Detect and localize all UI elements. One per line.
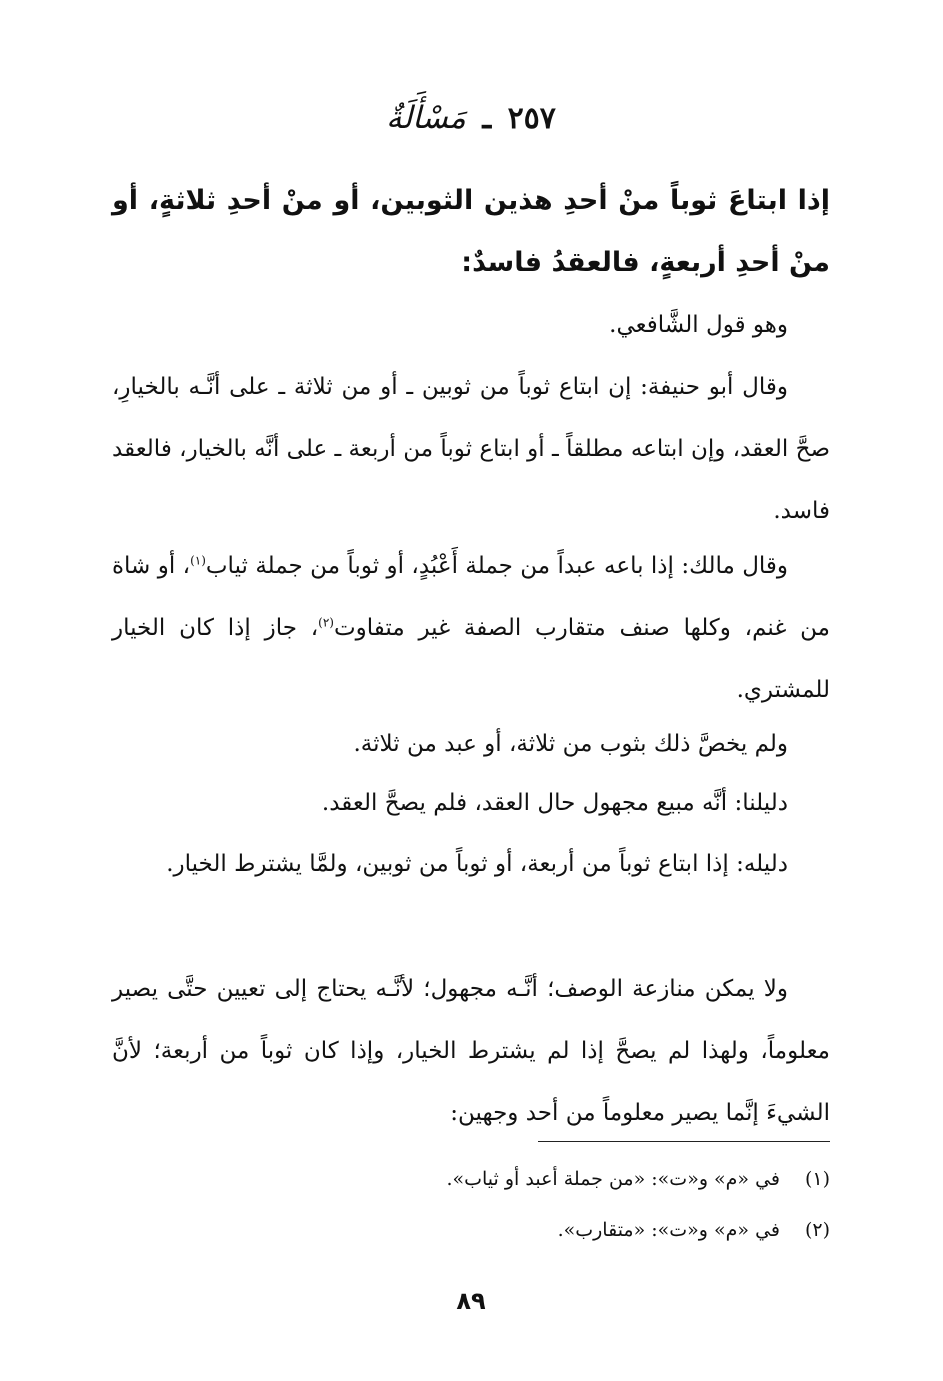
paragraph-malik: [112, 535, 830, 721]
paragraph-his-evidence: دليله: إذا ابتاع ثوباً من أربعة، أو ثوباً من ثوبين، ولمَّا يشترط الخيار.: [166, 851, 788, 877]
paragraph-our-evidence: دليلنا: أنَّه مبيع مجهول حال العقد، فلم يصحَّ العقد.: [321, 790, 788, 816]
footnote-divider: [538, 1141, 830, 1142]
paragraph-abu-hanifa: وقال أبو حنيفة: إن ابتاع ثوباً من ثوبين ـ أو من ثلاثة ـ على أنَّـه بالخيارِ، صحَّ العقد، وإن ابتاعه مطلقاً ـ أو ابتاع ثوباً من أربعة ـ على أنَّه بالخيار، فالعقد فاسد.: [112, 374, 830, 524]
issue-heading: [112, 96, 830, 141]
issue-question: إذا ابتاعَ ثوباً منْ أحدِ هذين الثوبين، أو منْ أحدِ ثلاثةٍ، أو منْ أحدِ أربعةٍ، فالعقدُ فاسدٌ:: [112, 185, 830, 278]
page-number: ٨٩: [456, 1287, 486, 1315]
footnote-ref-1: (١): [190, 553, 206, 568]
malik-text-part-3: ، جاز إذا كان الخيار للمشتري.: [112, 615, 830, 703]
footnote-1-text: في «م» و«ت»: «من جملة أعبد أو ثياب».: [446, 1168, 780, 1190]
footnote-ref-2: (٢): [318, 615, 334, 630]
paragraph-description: ولا يمكن منازعة الوصف؛ أنَّـه مجهول؛ لأنَّـه يحتاج إلى تعيين حتَّى يصير معلوماً، ولهذا لم يصحَّ إذا لم يشترط الخيار، وإذا كان ثوباً من أربعة؛ لأنَّ الشيءَ إنَّما يصير معلوماً من أحد وجهين:: [112, 976, 830, 1126]
footnote-2-number: (٢): [804, 1219, 830, 1241]
malik-text-part-2: ، أو شاة من غنم، وكلها صنف متقارب الصفة غير متفاوت: [112, 553, 830, 641]
paragraph-shafii: وهو قول الشَّافعي.: [609, 312, 788, 338]
issue-title-calligraphy: مَسْأَلَةٌ: [386, 100, 466, 136]
issue-number: ٢٥٧: [507, 101, 556, 136]
footnote-1: [112, 1164, 830, 1194]
book-page: [112, 0, 830, 1381]
footnote-2: [112, 1215, 830, 1245]
footnote-2-text: في «م» و«ت»: «متقارب».: [557, 1219, 780, 1241]
paragraph-no-specification: ولم يخصَّ ذلك بثوب من ثلاثة، أو عبد من ثلاثة.: [353, 731, 788, 757]
issue-separator: ـ: [482, 101, 492, 136]
malik-text-part-1: وقال مالك: إذا باعه عبداً من جملة أَعْبُدٍ، أو ثوباً من جملة ثياب: [205, 553, 789, 579]
footnote-1-number: (١): [804, 1168, 830, 1190]
